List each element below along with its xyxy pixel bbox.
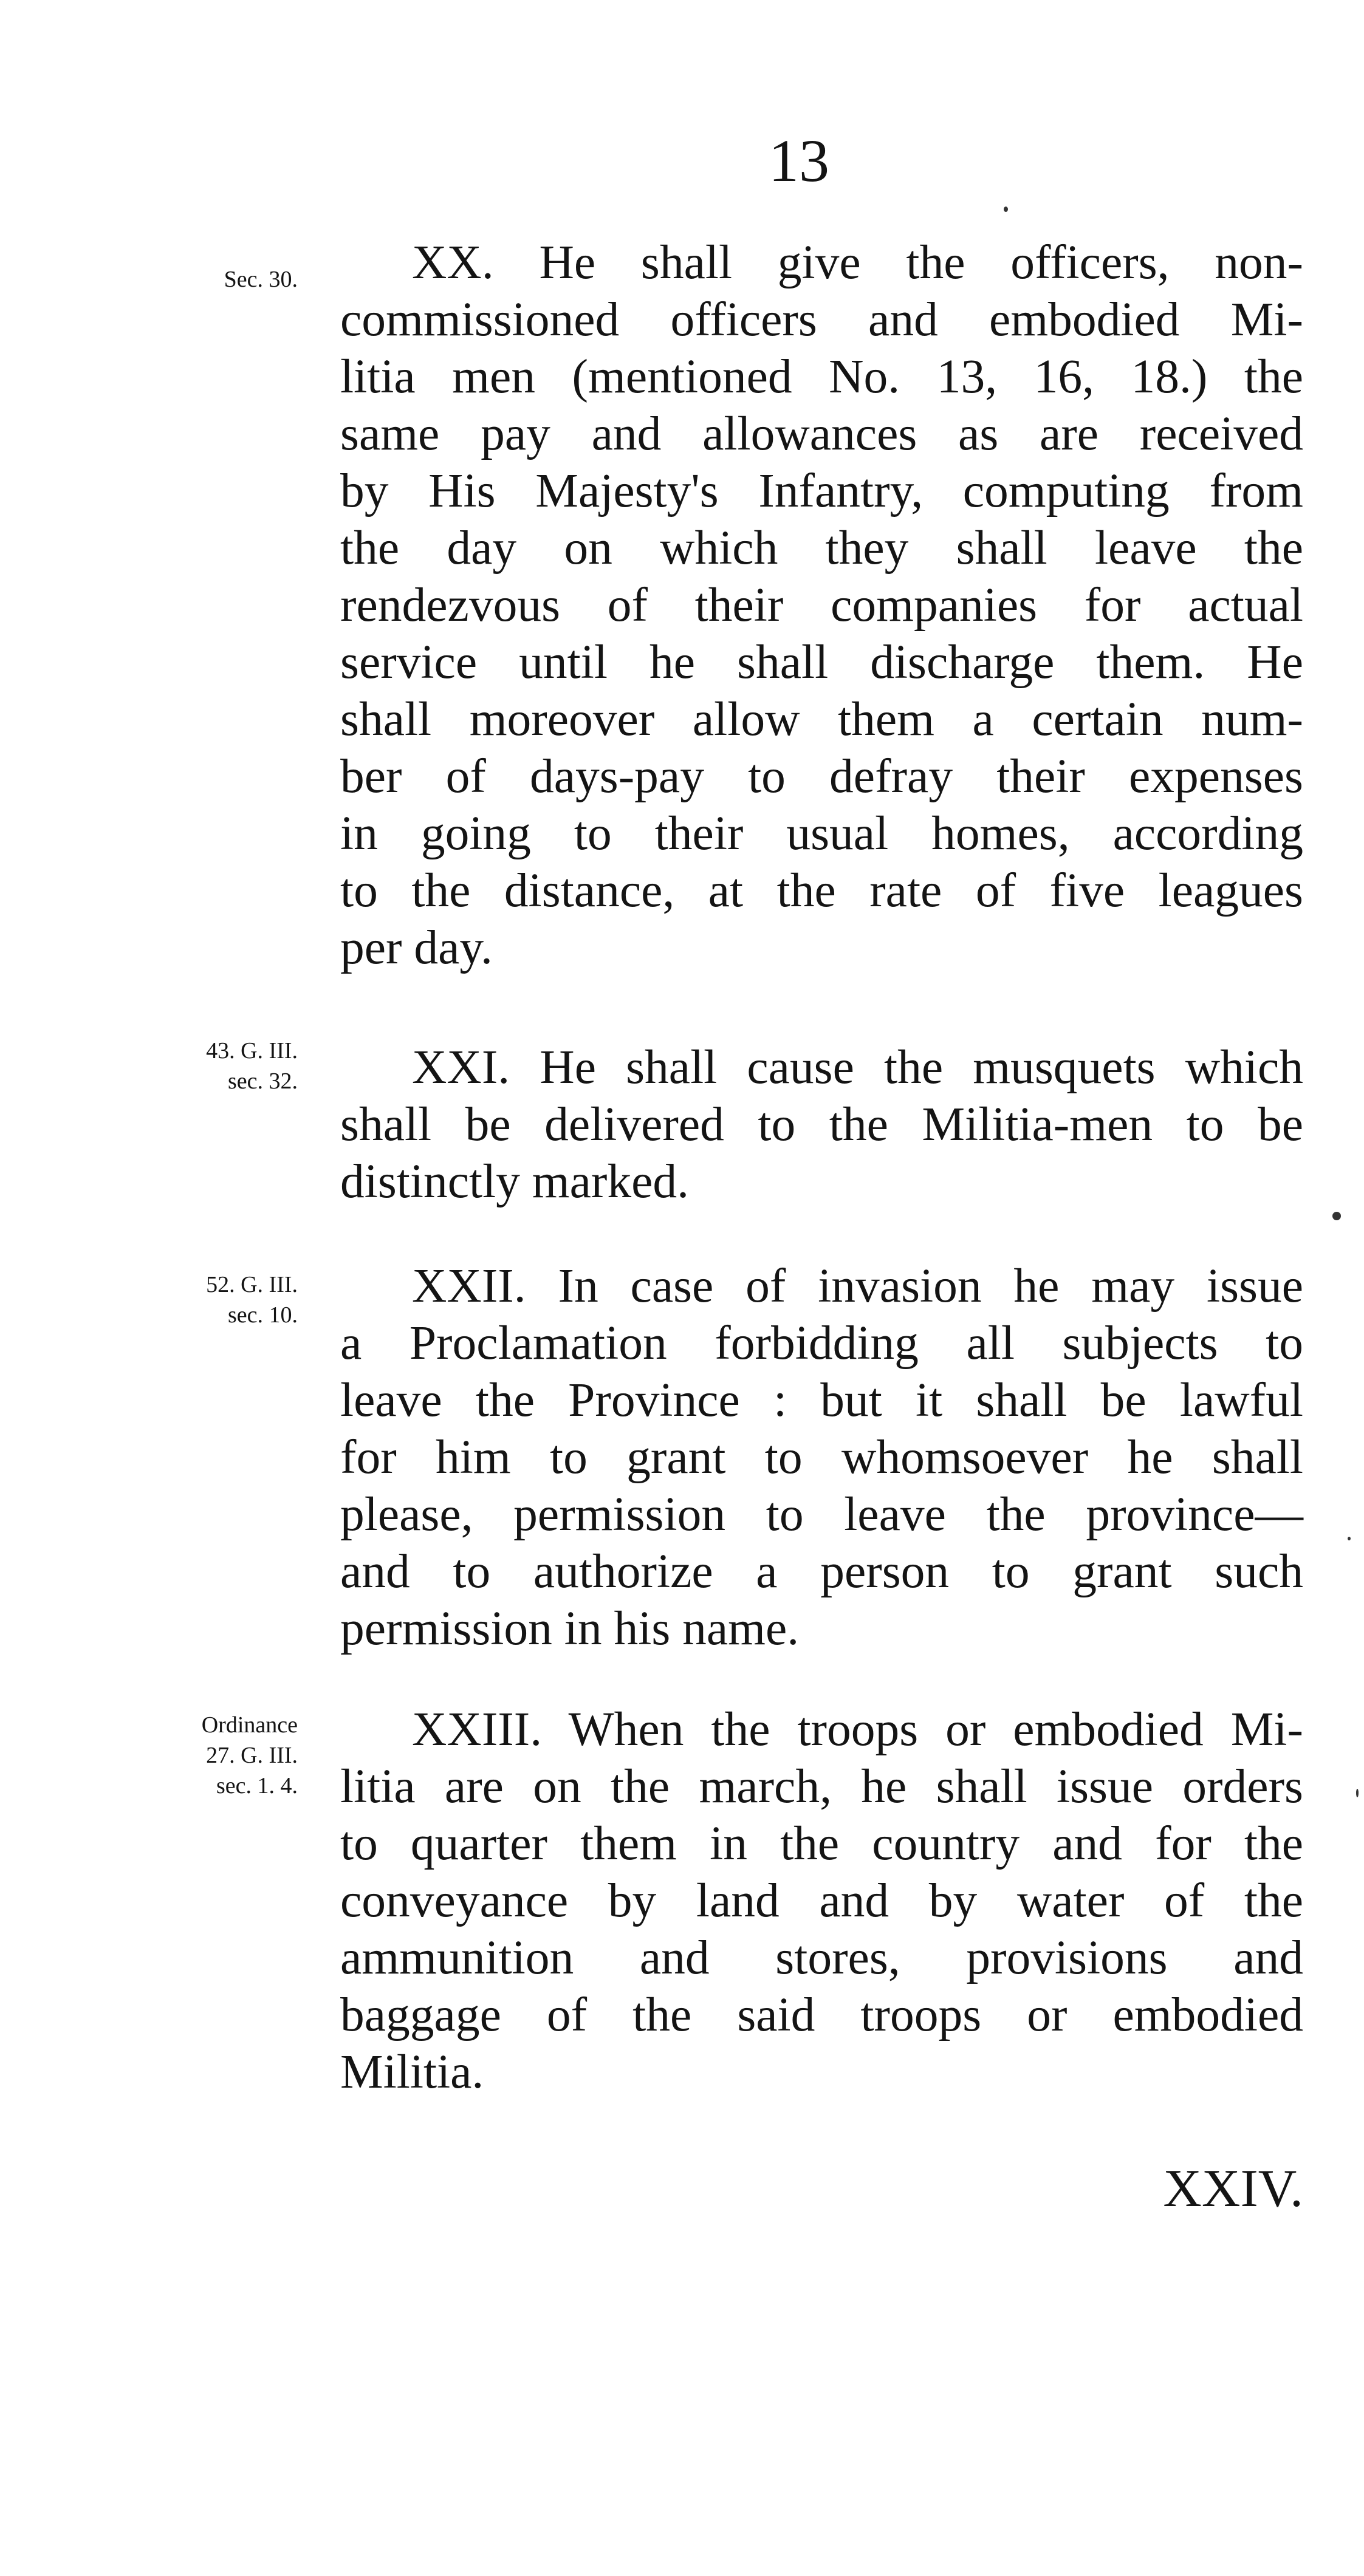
margin-note <box>122 1710 298 1801</box>
text-line: XXI. He shall cause the musquets which <box>412 1040 1303 1094</box>
margin-note-line: Sec. 30. <box>224 267 298 292</box>
text-line: please, permission to leave the province— <box>340 1488 1303 1541</box>
text-line: baggage of the said troops or embodied <box>340 1988 1303 2041</box>
text-line: litia men (mentioned No. 13, 16, 18.) the <box>340 350 1303 403</box>
text-line: for him to grant to whomsoever he shall <box>340 1430 1303 1484</box>
text-line: by His Majesty's Infantry, computing from <box>340 464 1303 518</box>
text-line: shall be delivered to the Militia-men to be <box>340 1098 1303 1151</box>
margin-note-line: 27. G. III. <box>206 1743 298 1768</box>
margin-note <box>122 1036 298 1096</box>
margin-note <box>122 264 298 295</box>
text-line: leave the Province : but it shall be lawful <box>340 1373 1303 1427</box>
text-line: in going to their usual homes, according <box>340 807 1303 860</box>
text-line: rendezvous of their companies for actual <box>340 578 1303 632</box>
print-speck <box>1004 207 1008 212</box>
text-line: XX. He shall give the officers, non- <box>412 236 1303 289</box>
text-line: XXII. In case of invasion he may issue <box>412 1259 1303 1313</box>
section-xxi <box>340 1039 1303 1210</box>
page-number: 13 <box>769 127 829 194</box>
print-speck <box>1348 1537 1351 1540</box>
text-line: conveyance by land and by water of the <box>340 1874 1303 1927</box>
text-line: and to authorize a person to grant such <box>340 1545 1303 1598</box>
text-line: ammunition and stores, provisions and <box>340 1931 1303 1984</box>
margin-note-line: sec. 1. 4. <box>216 1773 298 1799</box>
margin-note <box>122 1269 298 1330</box>
margin-note-line: sec. 10. <box>227 1302 298 1328</box>
text-line: shall moreover allow them a certain num- <box>340 692 1303 746</box>
margin-note-line: 43. G. III. <box>206 1038 298 1064</box>
margin-note-line: sec. 32. <box>227 1068 298 1094</box>
text-line: to quarter them in the country and for the <box>340 1817 1303 1870</box>
section-xxii <box>340 1257 1303 1657</box>
text-line: litia are on the march, he shall issue orders <box>340 1760 1303 1813</box>
catchword: XXIV. <box>1163 2159 1303 2218</box>
text-line: the day on which they shall leave the <box>340 521 1303 575</box>
text-line: permission in his name. <box>340 1602 800 1655</box>
margin-note-line: Ordinance <box>201 1712 298 1738</box>
print-speck <box>1332 1212 1341 1220</box>
section-xx <box>340 234 1303 976</box>
text-line: commissioned officers and embodied Mi- <box>340 293 1303 346</box>
margin-note-line: 52. G. III. <box>206 1272 298 1297</box>
text-line: distinctly marked. <box>340 1155 690 1208</box>
text-line: service until he shall discharge them. He <box>340 635 1303 689</box>
section-xxiii <box>340 1701 1303 2100</box>
text-line: same pay and allowances as are received <box>340 407 1303 460</box>
text-line: per day. <box>340 921 493 974</box>
text-line: ber of days-pay to defray their expenses <box>340 750 1303 803</box>
print-speck <box>1356 1789 1359 1797</box>
text-line: a Proclamation forbidding all subjects to <box>340 1316 1303 1370</box>
text-line: Militia. <box>340 2045 484 2099</box>
text-line: to the distance, at the rate of five leagues <box>340 864 1303 917</box>
text-line: XXIII. When the troops or embodied Mi- <box>412 1703 1303 1756</box>
